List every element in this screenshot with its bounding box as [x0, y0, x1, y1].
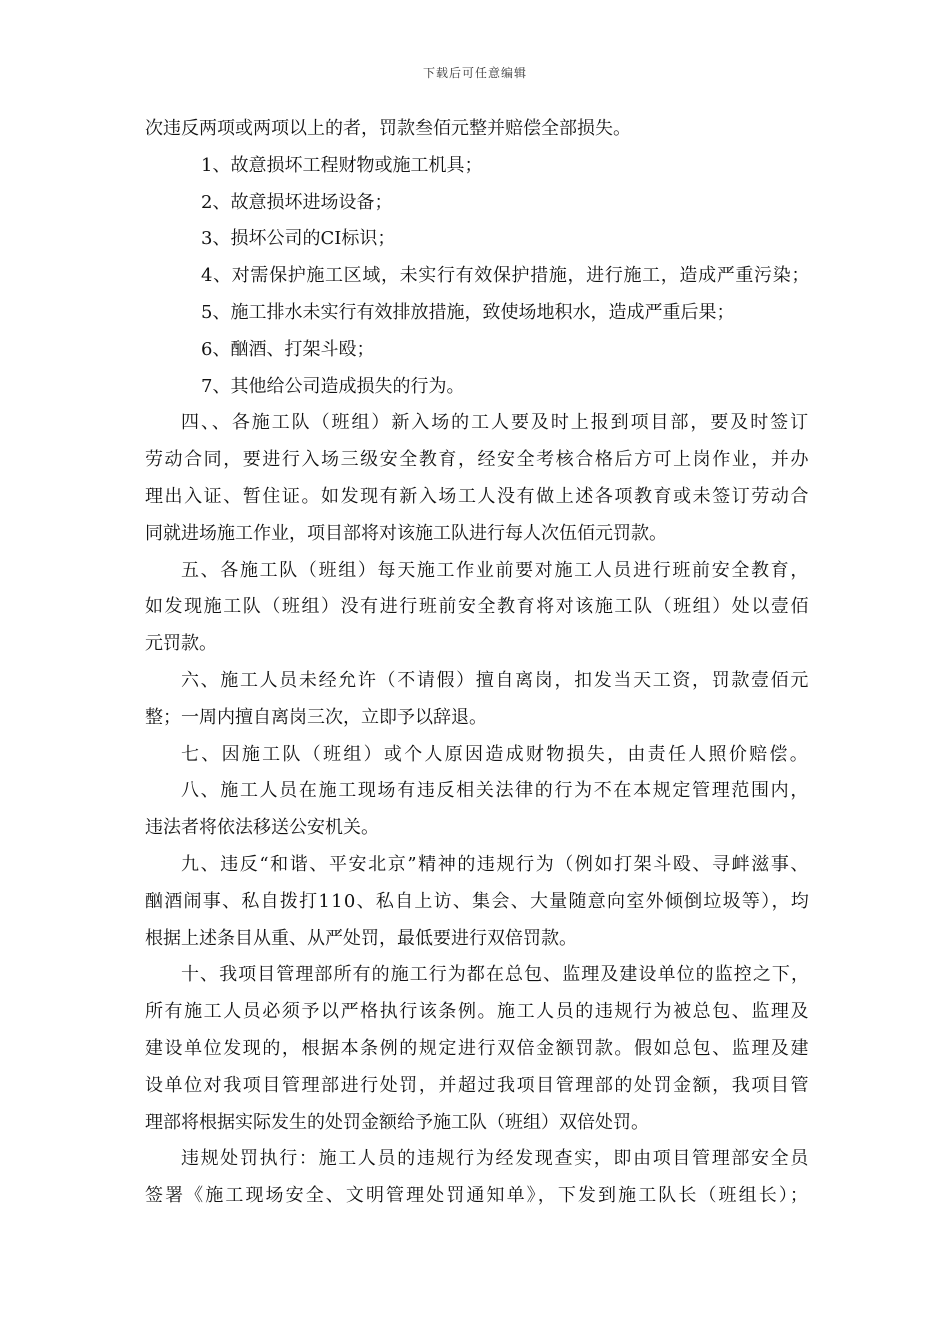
text-line: 1、故意损坏工程财物或施工机具； — [201, 154, 483, 176]
text-line: 根据上述条目从重、从严处罚，最低要进行双倍罚款。 — [145, 927, 577, 949]
text-line: 九、违反“和谐、平安北京”精神的违规行为（例如打架斗殴、寻衅滋事、 — [181, 853, 811, 875]
text-line: 五、各施工队（班组）每天施工作业前要对施工人员进行班前安全教育， — [181, 559, 810, 581]
text-line: 设单位对我项目管理部进行处罚，并超过我项目管理部的处罚金额，我项目管 — [145, 1074, 811, 1096]
text-line: 理出入证、暂住证。如发现有新入场工人没有做上述各项教育或未签订劳动合 — [145, 485, 811, 507]
text-line: 十、我项目管理部所有的施工行为都在总包、监理及建设单位的监控之下， — [181, 964, 811, 986]
text-line: 酗酒闹事、私自拨打110、私自上访、集会、大量随意向室外倾倒垃圾等），均 — [145, 890, 811, 912]
text-line: 违法者将依法移送公安机关。 — [145, 817, 379, 839]
text-line: 劳动合同，要进行入场三级安全教育，经安全考核合格后方可上岗作业，并办 — [145, 449, 811, 471]
text-line: 签署《施工现场安全、文明管理处罚通知单》，下发到施工队长（班组长）； — [145, 1185, 810, 1207]
text-line: 如发现施工队（班组）没有进行班前安全教育将对该施工队（班组）处以壹佰 — [145, 596, 811, 618]
text-line: 理部将根据实际发生的处罚金额给予施工队（班组）双倍处罚。 — [145, 1111, 649, 1133]
text-line: 元罚款。 — [145, 633, 217, 655]
text-line: 4、对需保护施工区域，未实行有效保护措施，进行施工，造成严重污染； — [201, 265, 810, 287]
document-body — [145, 111, 810, 1215]
text-line: 建设单位发现的，根据本条例的规定进行双倍金额罚款。假如总包、监理及建 — [145, 1037, 811, 1059]
text-line: 6、酗酒、打架斗殴； — [201, 338, 375, 360]
text-line: 7、其他给公司造成损失的行为。 — [201, 375, 465, 397]
text-line: 四、、各施工队（班组）新入场的工人要及时上报到项目部，要及时签订 — [181, 412, 811, 434]
text-line: 违规处罚执行：施工人员的违规行为经发现查实，即由项目管理部安全员 — [181, 1148, 810, 1170]
text-line: 2、故意损坏进场设备； — [201, 191, 393, 213]
text-line: 六、施工人员未经允许（不请假）擅自离岗，扣发当天工资，罚款壹佰元 — [181, 669, 810, 691]
download-note: 下载后可任意编辑 — [422, 66, 527, 80]
text-line: 次违反两项或两项以上的者，罚款叁佰元整并赔偿全部损失。 — [145, 118, 631, 139]
text-line: 同就进场施工作业，项目部将对该施工队进行每人次伍佰元罚款。 — [145, 522, 667, 544]
text-line: 所有施工人员必须予以严格执行该条例。施工人员的违规行为被总包、监理及 — [145, 1001, 811, 1023]
text-line: 七、因施工队（班组）或个人原因造成财物损失，由责任人照价赔偿。 — [181, 743, 810, 765]
text-line: 整；一周内擅自离岗三次，立即予以辞退。 — [145, 706, 487, 728]
text-line: 5、施工排水未实行有效排放措施，致使场地积水，造成严重后果； — [201, 301, 735, 323]
text-line: 八、施工人员在施工现场有违反相关法律的行为不在本规定管理范围内， — [181, 780, 810, 802]
text-line: 3、损坏公司的CI标识； — [201, 228, 396, 250]
